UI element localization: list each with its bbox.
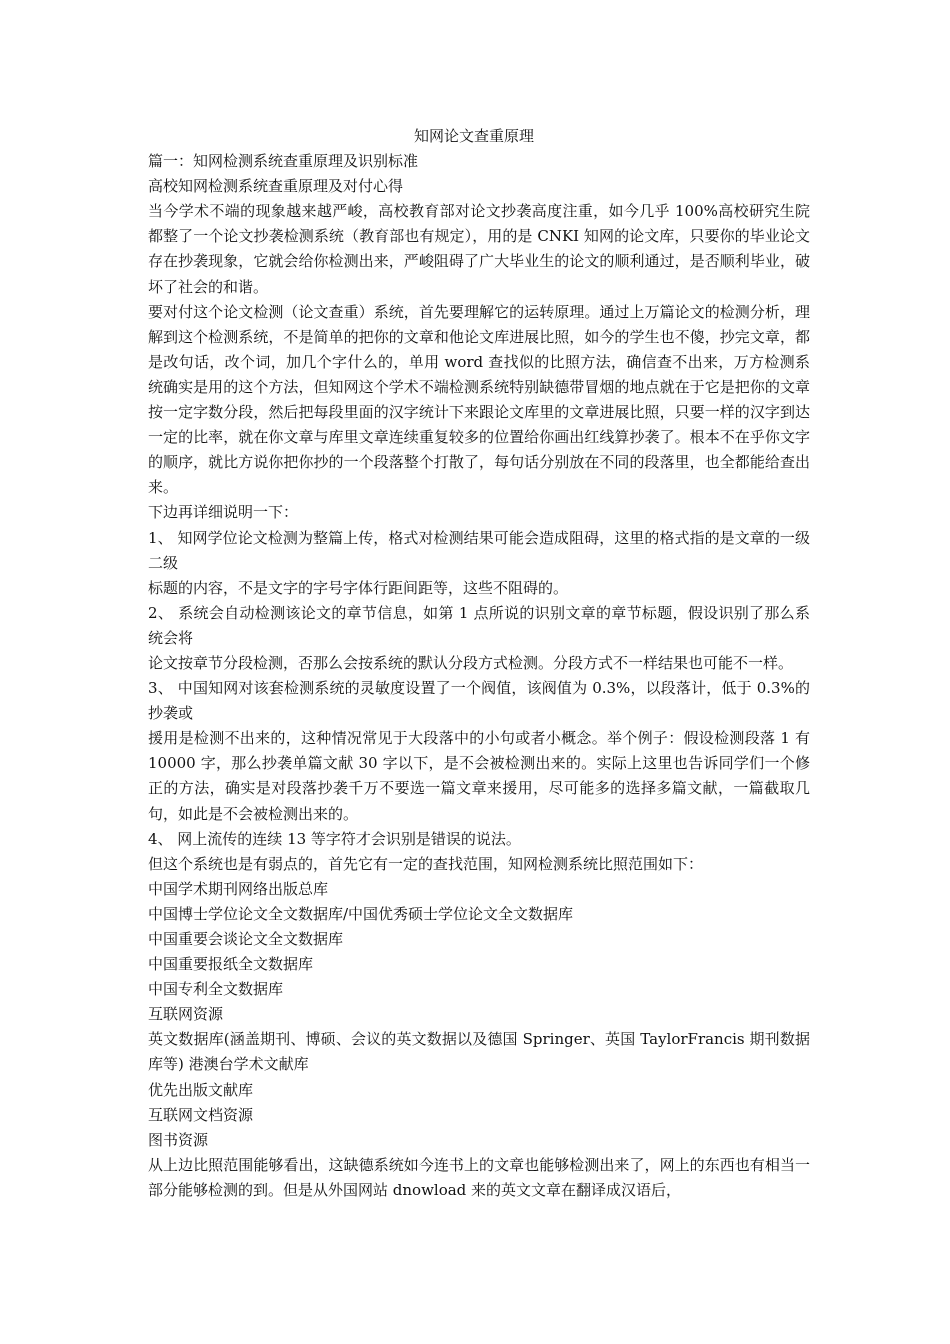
paragraph: 下边再详细说明一下：: [148, 503, 299, 522]
section-heading: 篇一：知网检测系统查重原理及识别标准: [148, 152, 419, 171]
database-item: 互联网文档资源: [148, 1105, 254, 1124]
database-item: 中国重要报纸全文数据库: [148, 955, 314, 974]
document-body: [138, 124, 810, 1203]
subheading: 高校知网检测系统查重原理及对付心得: [148, 177, 404, 196]
list-item: 3、 中国知网对该套检测系统的灵敏度设置了一个阀值，该阀值为 0.3%，以段落计，低于 0.3%的抄袭或: [148, 679, 810, 723]
database-item: 图书资源: [148, 1130, 209, 1149]
database-item: 优先出版文献库: [148, 1080, 254, 1099]
list-item: 4、 网上流传的连续 13 等字符才会识别是错误的说法。: [148, 829, 521, 848]
paragraph: 当今学术不端的现象越来越严峻，高校教育部对论文抄袭高度注重，如今几乎 100%高校研究生院都整了一个论文抄袭检测系统（教育部也有规定），用的是 CNKI 知网的论文库，只要你的毕业论文存在抄袭现象，它就会给你检测出来，严峻阻碍了广大毕业生的论文的顺利通过，是否顺利毕业，破坏了社会的和谐。: [148, 202, 810, 296]
database-item: 中国专利全文数据库: [148, 980, 284, 999]
database-item: 互联网资源: [148, 1005, 224, 1024]
paragraph: 要对付这个论文检测（论文查重）系统，首先要理解它的运转原理。通过上万篇论文的检测分析，理解到这个检测系统，不是简单的把你的文章和他论文库进展比照，如今的学生也不傻，抄完文章，都是改句话，改个词，加几个字什么的，单用 word 查找似的比照方法，确信查不出来，万方检测系统确实是用的这个方法，但知网这个学术不端检测系统特别缺德带冒烟的地点就在于它是把你的文章按一定字数分段，然后把每段里面的汉字统计下来跟论文库里的文章进展比照，只要一样的汉字到达一定的比率，就在你文章与库里文章连续重复较多的位置给你画出红线算抄袭了。根本不在乎你文字的顺序，就比方说你把你抄的一个段落整个打散了，每句话分别放在不同的段落里，也全都能给查出来。: [148, 302, 810, 497]
list-item: 2、 系统会自动检测该论文的章节信息，如第 1 点所说的识别文章的章节标题，假设识别了那么系统会将: [148, 603, 810, 647]
database-item: 中国博士学位论文全文数据库/中国优秀硕士学位论文全文数据库: [148, 904, 574, 923]
paragraph: 标题的内容，不是文字的字号字体行距间距等，这些不阻碍的。: [148, 578, 569, 597]
list-item: 1、 知网学位论文检测为整篇上传，格式对检测结果可能会造成阻碍，这里的格式指的是文章的一级二级: [148, 528, 810, 572]
paragraph: 援用是检测不出来的，这种情况常见于大段落中的小句或者小概念。举个例子：假设检测段落 1 有 10000 字，那么抄袭单篇文献 30 字以下，是不会被检测出来的。实际上这里也告诉同学们一个修正的方法，确实是对段落抄袭千万不要选一篇文章来援用，尽可能多的选择多篇文献，一篇截取几句，如此是不会被检测出来的。: [148, 729, 810, 823]
database-item: 英文数据库(涵盖期刊、博硕、会议的英文数据以及德国 Springer、英国 TaylorFrancis 期刊数据库等) 港澳台学术文献库: [148, 1030, 810, 1074]
paragraph: 但这个系统也是有弱点的，首先它有一定的查找范围，知网检测系统比照范围如下：: [148, 854, 704, 873]
database-item: 中国重要会谈论文全文数据库: [148, 930, 344, 948]
paragraph: 论文按章节分段检测，否那么会按系统的默认分段方式检测。分段方式不一样结果也可能不一样。: [148, 653, 794, 672]
document-title: 知网论文查重原理: [413, 127, 534, 145]
database-item: 中国学术期刊网络出版总库: [148, 879, 329, 898]
paragraph: 从上边比照范围能够看出，这缺德系统如今连书上的文章也能够检测出来了，网上的东西也有相当一部分能够检测的到。但是从外国网站 dnowload 来的英文文章在翻译成汉语后，: [148, 1155, 810, 1199]
